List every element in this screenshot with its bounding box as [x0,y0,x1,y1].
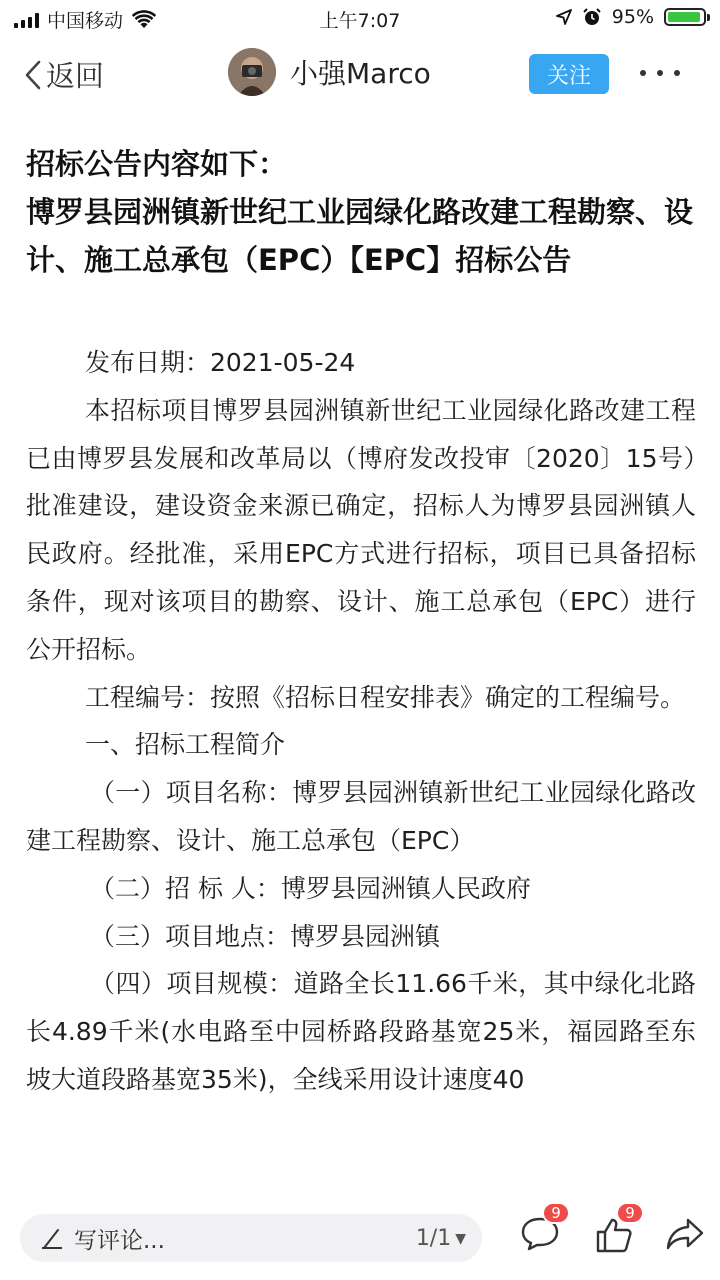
location-icon [556,9,572,25]
author-name[interactable]: 小强Marco [290,57,431,90]
title-line-2: 博罗县园洲镇新世纪工业园绿化路改建工程勘察、设计、施工总承包（EPC）【EPC】招标公告 [26,195,694,277]
article-title [26,140,696,284]
more-icon[interactable] [640,58,680,88]
bottom-bar [0,1194,720,1280]
article-body [26,339,696,1104]
paragraph: （一）项目名称：博罗县园洲镇新世纪工业园绿化路改建工程勘察、设计、施工总承包（EPC） [26,778,696,855]
clock: 上午7:07 [319,10,401,32]
chevron-left-icon [24,59,42,91]
like-button[interactable] [594,1204,635,1258]
paragraph: （四）项目规模：道路全长11.66千米，其中绿化北路长4.89千米(水电路至中园桥路段路基宽25米，福园路至东坡大道段路基宽35米)，全线采用设计速度40 [26,969,696,1094]
share-button[interactable] [665,1216,705,1256]
paragraph: 工程编号：按照《招标日程安排表》确定的工程编号。 [85,682,686,712]
caret-down-icon: ▼ [455,1230,466,1247]
paragraph: 本招标项目博罗县园洲镇新世纪工业园绿化路改建工程已由博罗县发展和改革局以（博府发改投审〔2020〕15号）批准建设，建设资金来源已确定，招标人为博罗县园洲镇人民政府。经批准，采用EPC方式进行招标，项目已具备招标条件，现对该项目的勘察、设计、施工总承包（EPC）进行公开招标。 [26,395,696,664]
comment-input[interactable] [20,1214,482,1262]
paragraph: （二）招 标 人：博罗县园洲镇人民政府 [90,873,531,903]
carrier-label: 中国移动 [47,10,124,32]
battery-percent: 95% [611,6,654,28]
battery-icon [664,8,706,26]
nav-bar [0,36,720,112]
paragraph: （三）项目地点：博罗县园洲镇 [90,921,441,951]
article [26,140,696,1104]
comment-placeholder: 写评论... [74,1227,165,1254]
follow-button[interactable]: 关注 [529,54,609,94]
status-right [556,6,706,28]
share-icon [665,1216,705,1252]
status-bar [0,0,720,36]
back-label: 返回 [46,59,105,93]
comment-button[interactable] [520,1204,561,1256]
avatar[interactable] [228,48,276,96]
like-count-badge: 9 [616,1202,644,1224]
alarm-icon [582,7,602,27]
publish-date: 发布日期：2021-05-24 [85,348,356,377]
author-info[interactable] [228,48,431,96]
page-indicator[interactable] [416,1226,466,1251]
comment-count-badge: 9 [542,1202,570,1224]
page-indicator-label: 1/1 [415,1226,452,1251]
back-button[interactable] [24,54,104,95]
title-line-1: 招标公告内容如下： [26,147,288,181]
pen-icon [40,1226,64,1250]
section-heading: 一、招标工程简介 [85,730,286,760]
